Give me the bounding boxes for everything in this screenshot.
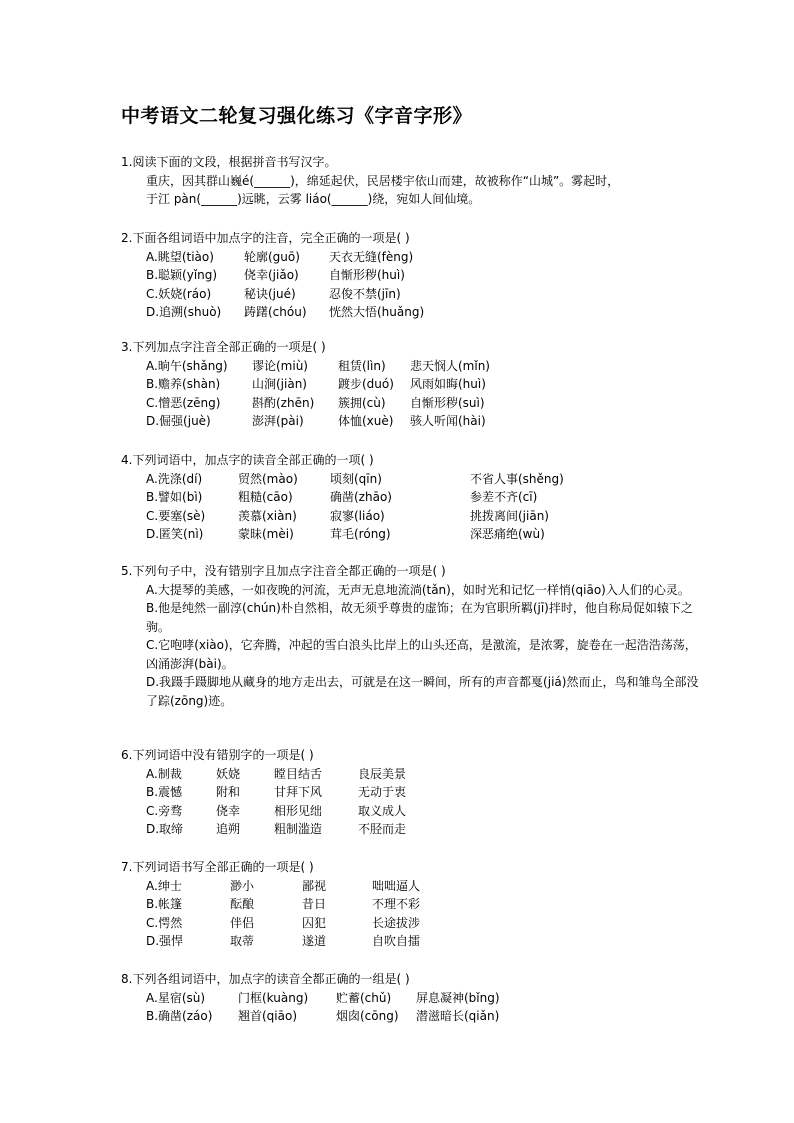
- option-cell: A.眺望(tiào): [146, 249, 214, 264]
- option-row-b: [121, 488, 564, 507]
- option-cell: 斟酌(zhēn): [252, 395, 315, 410]
- option-cell: 追朔: [216, 822, 241, 836]
- option-cell: 天衣无缝(fèng): [329, 249, 414, 264]
- option-cell: D.追溯(shuò): [146, 305, 222, 319]
- option-row-a: [121, 470, 564, 489]
- option-cell: 风雨如晦(huì): [410, 377, 486, 391]
- option-cell: 确凿(zhāo): [330, 490, 392, 504]
- option-cell: B.确凿(záo): [146, 1009, 213, 1023]
- option-cell: 深恶痛绝(wù): [470, 527, 545, 541]
- option-cell: B.聪颖(yǐng): [146, 268, 218, 282]
- option-cell: 潜滋暗长(qiǎn): [416, 1009, 500, 1023]
- option-cell: 相形见绌: [274, 803, 323, 818]
- option-cell: 渺小: [230, 878, 255, 893]
- option-cell: 挑拨离间(jiān): [470, 508, 549, 523]
- option-row-d: [121, 303, 439, 322]
- option-cell: 自惭形秽(suì): [410, 395, 485, 410]
- question-8: [121, 970, 500, 1026]
- option-cell: A.制裁: [146, 766, 182, 781]
- option-cell: 伴侣: [230, 915, 255, 930]
- option-cell: 烟囱(cōng): [336, 1009, 399, 1023]
- question-3: [121, 338, 490, 431]
- option-row-b: [121, 266, 439, 285]
- option-cell: 遂道: [302, 934, 327, 948]
- option-cell: 甘拜下风: [274, 785, 323, 799]
- option-cell: 良辰美景: [358, 766, 407, 781]
- option-cell: 不省人事(shěng): [470, 471, 564, 486]
- option-cell: C.旁骛: [146, 803, 183, 818]
- option-row-a: [121, 989, 500, 1008]
- option-cell: 踌躇(chóu): [244, 305, 307, 319]
- option-cell: 自惭形秽(huì): [329, 268, 405, 282]
- option-row-a: [121, 357, 490, 376]
- option-cell: 踱步(duó): [338, 377, 394, 391]
- option-cell: 不理不彩: [372, 897, 421, 911]
- page-title: 中考语文二轮复习强化练习《字音字形》: [121, 105, 473, 127]
- option-cell: 蒙昧(mèi): [238, 527, 294, 541]
- option-cell: 酝酿: [230, 897, 255, 911]
- option-cell: 侥幸: [216, 803, 241, 818]
- option-cell: 贮蓄(chǔ): [336, 990, 392, 1005]
- option-cell: 簇拥(cù): [338, 395, 386, 410]
- option-b: B.他是纯然一副淳(chún)朴自然相，故无须乎尊贵的虚饰；在为官职所羁(jī)拌时，他自称局促如辕下之驹。: [146, 601, 693, 634]
- option-cell: 自吹自擂: [372, 934, 421, 948]
- question-stem: 6.下列词语中没有错别字的一项是( ): [121, 748, 314, 762]
- option-row-c: [121, 802, 406, 821]
- option-cell: 附和: [216, 785, 241, 799]
- question-1: [121, 153, 619, 209]
- option-cell: 山涧(jiàn): [252, 377, 307, 391]
- option-cell: 瞠目结舌: [274, 766, 323, 781]
- option-cell: 昔日: [302, 897, 327, 911]
- passage-line: 于江 pàn(______)远眺，云雾 liáo(______)绕，宛如人间仙境。: [146, 192, 481, 206]
- option-cell: 羡慕(xiàn): [238, 508, 297, 523]
- option-row-a: [121, 877, 420, 896]
- option-cell: 谬论(miù): [252, 358, 308, 373]
- option-cell: 长途拔涉: [372, 915, 421, 930]
- option-row-d: [121, 412, 490, 431]
- option-row-b: [121, 375, 490, 394]
- question-7: [121, 858, 420, 951]
- option-a: A.大提琴的美感，一如夜晚的河流，无声无息地流淌(tǎn)，如时光和记忆一样悄(qiāo)入人们的心灵。: [146, 582, 690, 597]
- option-cell: 咄咄逼人: [372, 878, 421, 893]
- question-stem: 3.下列加点字注音全部正确的一项是( ): [121, 340, 326, 354]
- option-cell: B.帐篷: [146, 897, 183, 911]
- passage-line: 重庆，因其群山巍é(______)，绵延起伏，民居楼宇依山而建，故被称作“山城”。雾起时，: [146, 173, 620, 188]
- option-cell: 贸然(mào): [238, 471, 298, 486]
- option-cell: C.憎恶(zēng): [146, 395, 221, 410]
- option-cell: 恍然大悟(huǎng): [329, 305, 425, 319]
- question-2: [121, 229, 439, 322]
- option-row-b: [121, 1007, 500, 1026]
- option-cell: 澎湃(pài): [252, 414, 304, 428]
- option-cell: 粗制滥造: [274, 822, 323, 836]
- question-stem: 8.下列各组词语中，加点字的读音全都正确的一组是( ): [121, 972, 410, 986]
- option-cell: A.星宿(sù): [146, 990, 206, 1005]
- option-row-c: [121, 914, 420, 933]
- option-c: C.它咆哮(xiào)，它奔腾，冲起的雪白浪头比岸上的山头还高，是激流，是浓雾，旋卷在一起浩浩荡荡，凶涌澎湃(bài)。: [146, 638, 697, 671]
- question-stem: 2.下面各组词语中加点字的注音，完全正确的一项是( ): [121, 231, 410, 245]
- option-cell: C.妖娆(ráo): [146, 286, 212, 301]
- option-cell: 茸毛(róng): [330, 527, 391, 541]
- option-cell: 粗糙(cāo): [238, 490, 293, 504]
- option-cell: C.要塞(sè): [146, 508, 206, 523]
- option-cell: B.譬如(bì): [146, 490, 203, 504]
- option-cell: 妖娆: [216, 766, 241, 781]
- option-cell: 忍俊不禁(jīn): [329, 286, 401, 301]
- option-row-b: [121, 783, 406, 802]
- option-cell: D.倔强(juè): [146, 414, 211, 428]
- option-cell: 悲天悯人(mǐn): [410, 358, 490, 373]
- option-cell: 鄙视: [302, 878, 327, 893]
- option-cell: 翘首(qiāo): [238, 1009, 298, 1023]
- option-row-a: [121, 248, 439, 267]
- option-cell: A.晌午(shǎng): [146, 358, 228, 373]
- option-cell: A.绅士: [146, 878, 182, 893]
- option-cell: 骇人听闻(hài): [410, 414, 486, 428]
- option-cell: D.强悍: [146, 934, 184, 948]
- option-row-d: [121, 525, 564, 544]
- option-cell: 取蒂: [230, 934, 255, 948]
- question-stem: 1.阅读下面的文段，根据拼音书写汉字。: [121, 155, 337, 169]
- option-cell: 囚犯: [302, 915, 327, 930]
- option-cell: B.震憾: [146, 785, 183, 799]
- option-cell: 参差不齐(cī): [470, 490, 538, 504]
- option-cell: 秘诀(jué): [244, 286, 296, 301]
- option-d: D.我蹑手蹑脚地从藏身的地方走出去，可就是在这一瞬间，所有的声音都戛(jiá)然而止，鸟和雏鸟全部没了踪(zōng)迹。: [146, 675, 699, 708]
- option-cell: B.赡养(shàn): [146, 377, 221, 391]
- option-cell: 门框(kuàng): [238, 990, 309, 1005]
- option-row-b: [121, 895, 420, 914]
- option-cell: A.洗涤(dí): [146, 471, 203, 486]
- option-cell: 侥幸(jiǎo): [244, 268, 299, 282]
- question-5: [121, 562, 701, 710]
- option-cell: 顷刻(qīn): [330, 471, 382, 486]
- option-cell: D.取缔: [146, 822, 184, 836]
- option-cell: 寂寥(liáo): [330, 508, 385, 523]
- option-cell: 体恤(xuè): [338, 414, 394, 428]
- question-6: [121, 746, 406, 839]
- option-cell: 不胫而走: [358, 822, 407, 836]
- option-row-d: [121, 932, 420, 951]
- question-stem: 5.下列句子中，没有错别字且加点字注音全都正确的一项是( ): [121, 564, 446, 578]
- question-4: [121, 451, 564, 544]
- option-row-c: [121, 394, 490, 413]
- question-stem: 7.下列词语书写全部正确的一项是( ): [121, 860, 314, 874]
- option-cell: 租赁(lìn): [338, 358, 386, 373]
- option-cell: C.愕然: [146, 915, 183, 930]
- option-cell: 取义成人: [358, 803, 407, 818]
- option-cell: 屏息凝神(bǐng): [416, 990, 500, 1005]
- option-cell: 无动于衷: [358, 785, 407, 799]
- question-stem: 4.下列词语中，加点字的读音全部正确的一项( ): [121, 453, 374, 467]
- option-row-c: [121, 507, 564, 526]
- option-cell: D.匿笑(nì): [146, 527, 204, 541]
- option-cell: 轮廓(guō): [244, 249, 300, 264]
- option-row-a: [121, 765, 406, 784]
- option-row-d: [121, 820, 406, 839]
- option-row-c: [121, 285, 439, 304]
